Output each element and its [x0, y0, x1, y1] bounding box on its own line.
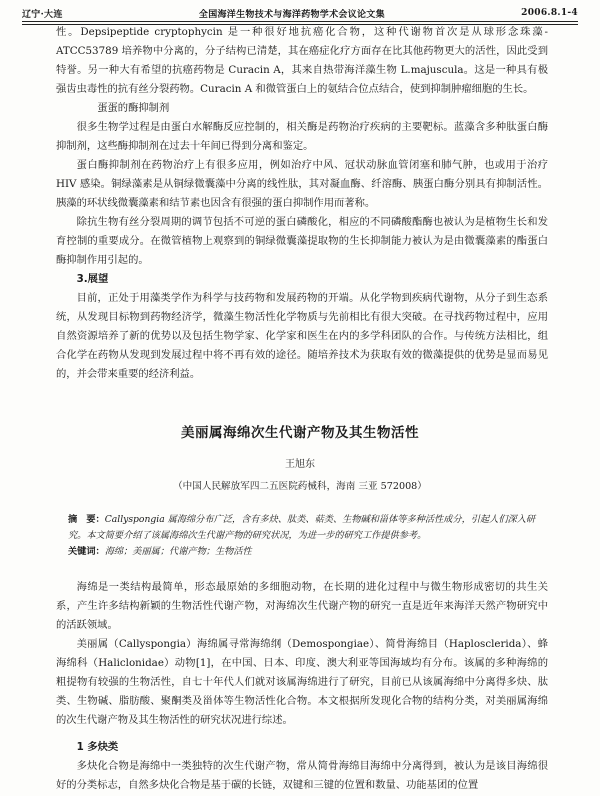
abstract-block — [68, 512, 546, 560]
subsection-heading: 蛋蛋的酶抑制剂 — [97, 102, 170, 114]
article-title: 美丽属海绵次生代谢产物及其生物活性 — [181, 425, 419, 441]
paragraph: 性。Depsipeptide cryptophycin 是一种很好地抗癌化合物，这种代谢物首次是从球形念珠藻-ATCC53789 培养物中分离的，分子结构已清楚，其在癌症化疗方面存在比其他药物更大的活性，因此受到特誉。另一种大有希望的抗癌药物是 Curacin A，其来自热带海洋藻生物 L.majuscula。这是一种具有极强齿虫毒性的抗有丝分裂药物。Curacin A 和微管蛋白上的氨结合位点结合，使到抑制肿瘤细胞的生长。 — [56, 26, 548, 95]
keywords-label: 关键词： — [68, 546, 105, 557]
header-date: 2006.8.1-4 — [521, 8, 578, 18]
paragraph: 目前，正处于用藻类学作为科学与技药物和发展药物的开端。从化学物到疾病代谢物，从分子到生态系统，从发现目标物到药物经济学，微藻生物活性化学物质与先前相比有很大突破。在寻找药物过程中，应用自然资源培养了新的优势以及包括生物学家、化学家和医生在内的多学科团队的合作。与传统方法相比，组合化学在药物从发现到发展过程中将不再有效的途径。随培养技术为获取有效的微藻提供的优势是显而易见的，并会带来重要的经济利益。 — [56, 292, 548, 380]
running-header — [22, 5, 578, 21]
keywords-text: 海绵；美丽属；代谢产物；生物活性 — [104, 546, 252, 557]
abstract — [68, 512, 546, 544]
paragraph: 蛋白酶抑制剂在药物治疗上有很多应用，例如治疗中风、冠状动脉血管闭塞和肺气肿，也或用于治疗 HIV 感染。铜绿藻素是从铜绿微囊藻中分离的线性肽，其对凝血酶、纤溶酶、胰蛋白酶分别具有抑制活性。胰藻的环状线微囊藻素和结节素也因含有很强的蛋白抑制作用而著称。 — [56, 159, 548, 209]
article-author: 王旭东 — [285, 459, 315, 470]
paragraph: 美丽属（Callyspongia）海绵属寻常海绵纲（Demospongiae）、简骨海绵目（Haplosclerida）、蜂海绵科（Haliclonidae）动物[1]，在中国、日本、印度、澳大利亚等国海域均有分布。该属的多种海绵的粗提物有较强的生物活性，自七十年代人们就对该属海绵进行了研究，目前已从该属海绵中分离得多炔、肽类、生物碱、脂肪酸、聚酮类及甾体等生物活性化合物。本文根据所发现化合物的结构分类，对美丽属海绵的次生代谢产物及其生物活性的研究状况进行综述。 — [56, 638, 548, 726]
header-proceedings-title: 全国海洋生物技术与海洋药物学术会议论文集 — [198, 9, 385, 20]
paragraph: 多炔化合物是海绵中一类独特的次生代谢产物，常从简骨海绵目海绵中分离得到，被认为是该目海绵很好的分类标志，自然多炔化合物是基于碳的长链，双键和三键的位置和数量、功能基团的位置 — [56, 760, 548, 791]
paragraph: 除抗生物有丝分裂周期的调节包括不可逆的蛋白磷酸化，相应的不同磷酸酯酶也被认为是植物生长和发育控制的重要成分。在微管植物上观察到的铜绿微囊藻提取物的生长抑制能力被认为是由微囊藻素的酯蛋白酶抑制作用引起的。 — [56, 216, 548, 266]
paragraph: 海绵是一类结构最简单，形态最原始的多细胞动物，在长期的进化过程中与微生物形成密切的共生关系，产生许多结构新颖的生物活性代谢产物，对海绵次生代谢产物的研究一直是近年来海洋天然产物研究中的活跃领域。 — [56, 581, 548, 631]
paragraph: 很多生物学过程是由蛋白水解酶反应控制的，相关酶是药物治疗疾病的主要靶标。蓝藻含多种肽蛋白酶抑制剂，这些酶抑制剂在过去十年间已得到分离和鉴定。 — [56, 121, 548, 152]
section-heading: 1 多炔类 — [76, 741, 119, 753]
article-affiliation: （中国人民解放军四二五医院药械科，海南 三亚 572008） — [173, 481, 427, 492]
header-rule — [22, 21, 578, 22]
abstract-text: Callyspongia 属海绵分布广泛，含有多炔、肽类、萜类、生物碱和甾体等多种活性成分，引起人们深入研究。本文简要介绍了该属海绵次生代谢产物的研究状况，为进一步的研究工作提供参考。 — [68, 514, 536, 541]
previous-article-tail — [56, 23, 548, 384]
keywords — [68, 544, 546, 560]
header-location: 辽宁·大连 — [22, 9, 63, 20]
article-body — [56, 578, 548, 795]
abstract-label: 摘 要： — [68, 514, 105, 525]
section-heading: 3.展望 — [76, 273, 109, 285]
